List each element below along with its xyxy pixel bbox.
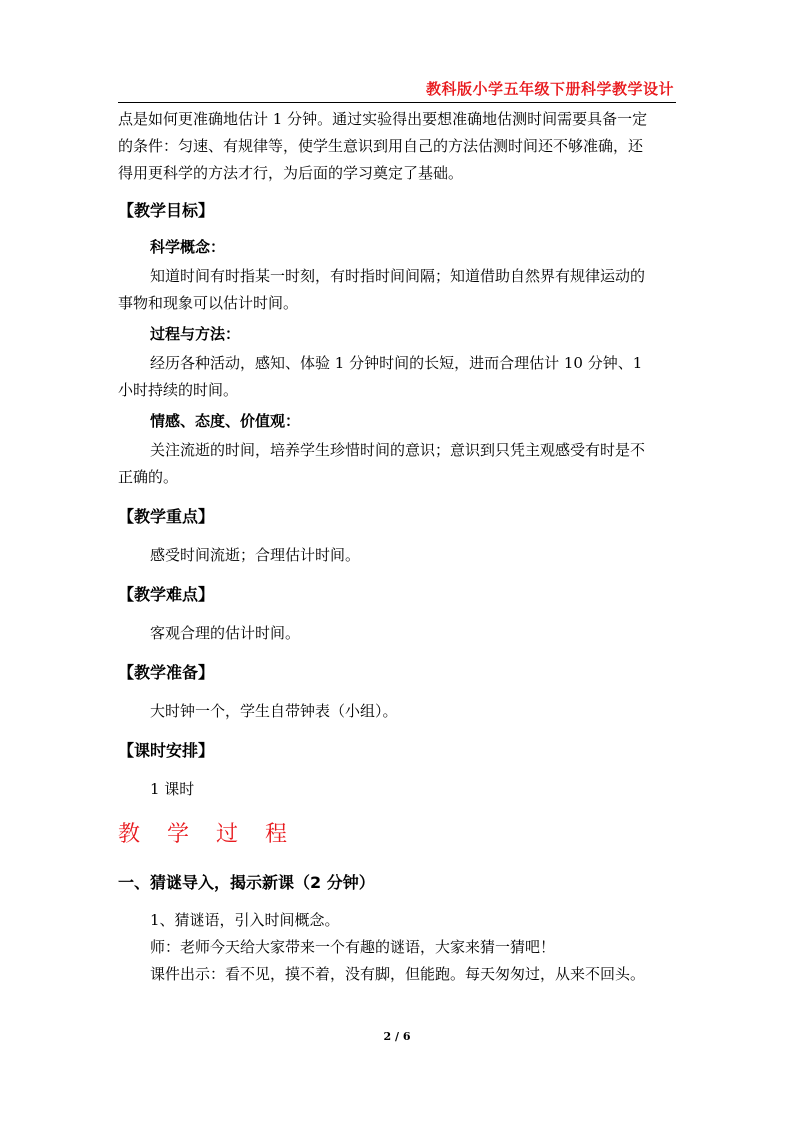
intro-line: 得用更科学的方法才行，为后面的学习奠定了基础。 — [118, 164, 464, 182]
teaching-process-title: 教 学 过 程 — [118, 822, 297, 847]
part1-line: 课件出示：看不见，摸不着，没有脚，但能跑。每天匆匆过，从来不回头。 — [150, 965, 646, 983]
difficulties-heading: 【教学难点】 — [118, 585, 215, 604]
page-number: 2 / 6 — [383, 1030, 411, 1043]
process-line: 经历各种活动，感知、体验 1 分钟时间的长短，进而合理估计 10 分钟、1 — [150, 354, 643, 372]
preparation-heading: 【教学准备】 — [118, 663, 215, 682]
process-label: 过程与方法： — [150, 325, 241, 343]
preparation-text: 大时钟一个，学生自带钟表（小组）。 — [150, 702, 398, 720]
attitude-label: 情感、态度、价值观： — [150, 412, 301, 430]
concept-label: 科学概念： — [150, 238, 226, 256]
key-points-heading: 【教学重点】 — [118, 507, 215, 526]
part1-line: 师：老师今天给大家带来一个有趣的谜语，大家来猜一猜吧！ — [150, 938, 556, 956]
attitude-line: 关注流逝的时间，培养学生珍惜时间的意识；意识到只凭主观感受有时是不 — [150, 441, 646, 459]
schedule-heading: 【课时安排】 — [118, 741, 215, 760]
part1-line: 1、猜谜语，引入时间概念。 — [150, 911, 340, 929]
key-points-text: 感受时间流逝；合理估计时间。 — [150, 546, 361, 564]
objectives-heading: 【教学目标】 — [118, 201, 215, 220]
process-line: 小时持续的时间。 — [118, 381, 239, 399]
concept-line: 知道时间有时指某一时刻，有时指时间间隔；知道借助自然界有规律运动的 — [150, 267, 646, 285]
intro-line: 点是如何更准确地估计 1 分钟。通过实验得出要想准确地估测时间需要具备一定 — [118, 110, 648, 128]
page-content — [118, 106, 676, 988]
attitude-line: 正确的。 — [118, 468, 179, 486]
schedule-text: 1 课时 — [150, 780, 195, 798]
intro-line: 的条件：匀速、有规律等，使学生意识到用自己的方法估测时间还不够准确，还 — [118, 137, 644, 155]
header-rule — [118, 102, 676, 103]
difficulties-text: 客观合理的估计时间。 — [150, 624, 301, 642]
part1-heading: 一、猜谜导入，揭示新课（2 分钟） — [118, 873, 375, 892]
document-header-title: 教科版小学五年级下册科学教学设计 — [425, 80, 674, 98]
concept-line: 事物和现象可以估计时间。 — [118, 294, 299, 312]
